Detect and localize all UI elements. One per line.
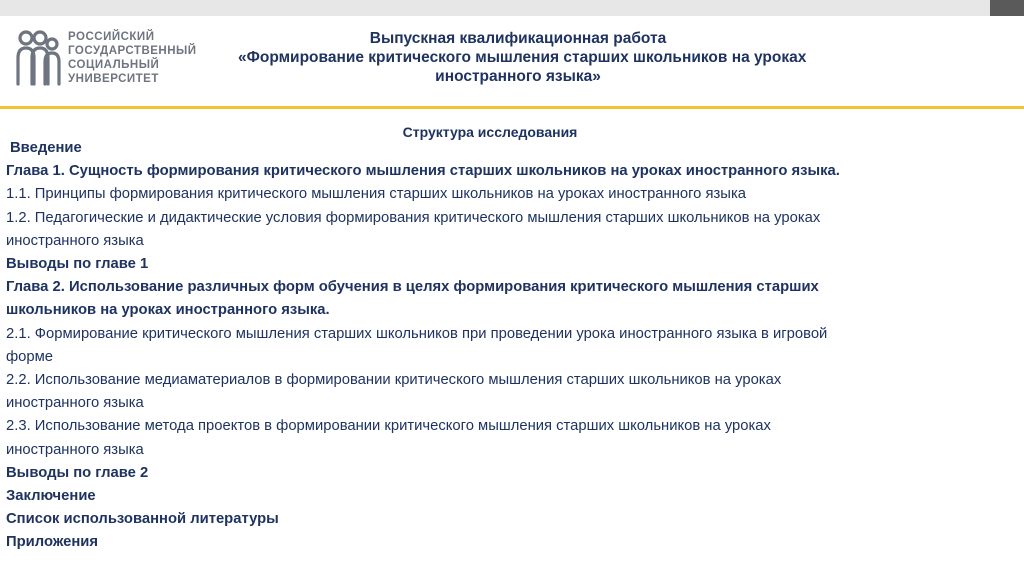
table-of-contents: [6, 137, 1016, 555]
slide-title: [238, 29, 807, 86]
logo-line: РОССИЙСКИЙ: [68, 31, 155, 43]
logo-line: УНИВЕРСИТЕТ: [68, 73, 159, 85]
toc-item: Глава 2. Использование различных форм обучения в целях формирования критического мышления старших: [6, 279, 819, 296]
university-logo: [14, 28, 244, 90]
toc-item: школьников на уроках иностранного языка.: [6, 302, 330, 319]
top-bar: [0, 0, 1024, 16]
toc-item: 1.2. Педагогические и дидактические условия формирования критического мышления старших школьников на уроках: [6, 209, 821, 226]
accent-divider: [0, 106, 1024, 109]
toc-item: Список использованной литературы: [6, 511, 279, 528]
toc-item: 1.1. Принципы формирования критического мышления старших школьников на уроках иностранного языка: [6, 186, 746, 203]
people-logo-icon: [14, 28, 62, 88]
title-line: Выпускная квалификационная работа: [369, 30, 667, 47]
toc-item: иностранного языка: [6, 441, 144, 458]
toc-item: Введение: [10, 140, 82, 156]
slide-header: [0, 16, 1024, 108]
toc-item: Заключение: [6, 488, 96, 505]
toc-item: Приложения: [6, 534, 99, 551]
toc-item: Глава 1. Сущность формирования критического мышления старших школьников на уроках иностранного языка.: [6, 163, 840, 180]
toc-item: Выводы по главе 1: [6, 256, 149, 273]
title-line: иностранного языка»: [435, 68, 601, 85]
toc-item: 2.2. Использование медиаматериалов в формировании критического мышления старших школьников на уроках: [6, 372, 782, 389]
top-bar-corner: [990, 0, 1024, 16]
toc-item: иностранного языка: [6, 395, 144, 412]
toc-item: 2.1. Формирование критического мышления старших школьников при проведении урока иностранного языка в игровой: [6, 325, 828, 342]
toc-item: 2.3. Использование метода проектов в формировании критического мышления старших школьников на уроках: [6, 418, 771, 435]
logo-line: ГОСУДАРСТВЕННЫЙ: [68, 45, 197, 57]
logo-line: СОЦИАЛЬНЫЙ: [68, 59, 160, 71]
title-line: «Формирование критического мышления старших школьников на уроках: [238, 49, 807, 66]
toc-item: Выводы по главе 2: [6, 464, 149, 481]
toc-item: иностранного языка: [6, 232, 144, 249]
section-title: Структура исследования: [402, 124, 578, 140]
toc-item: форме: [6, 348, 54, 365]
logo-text: [68, 30, 197, 86]
